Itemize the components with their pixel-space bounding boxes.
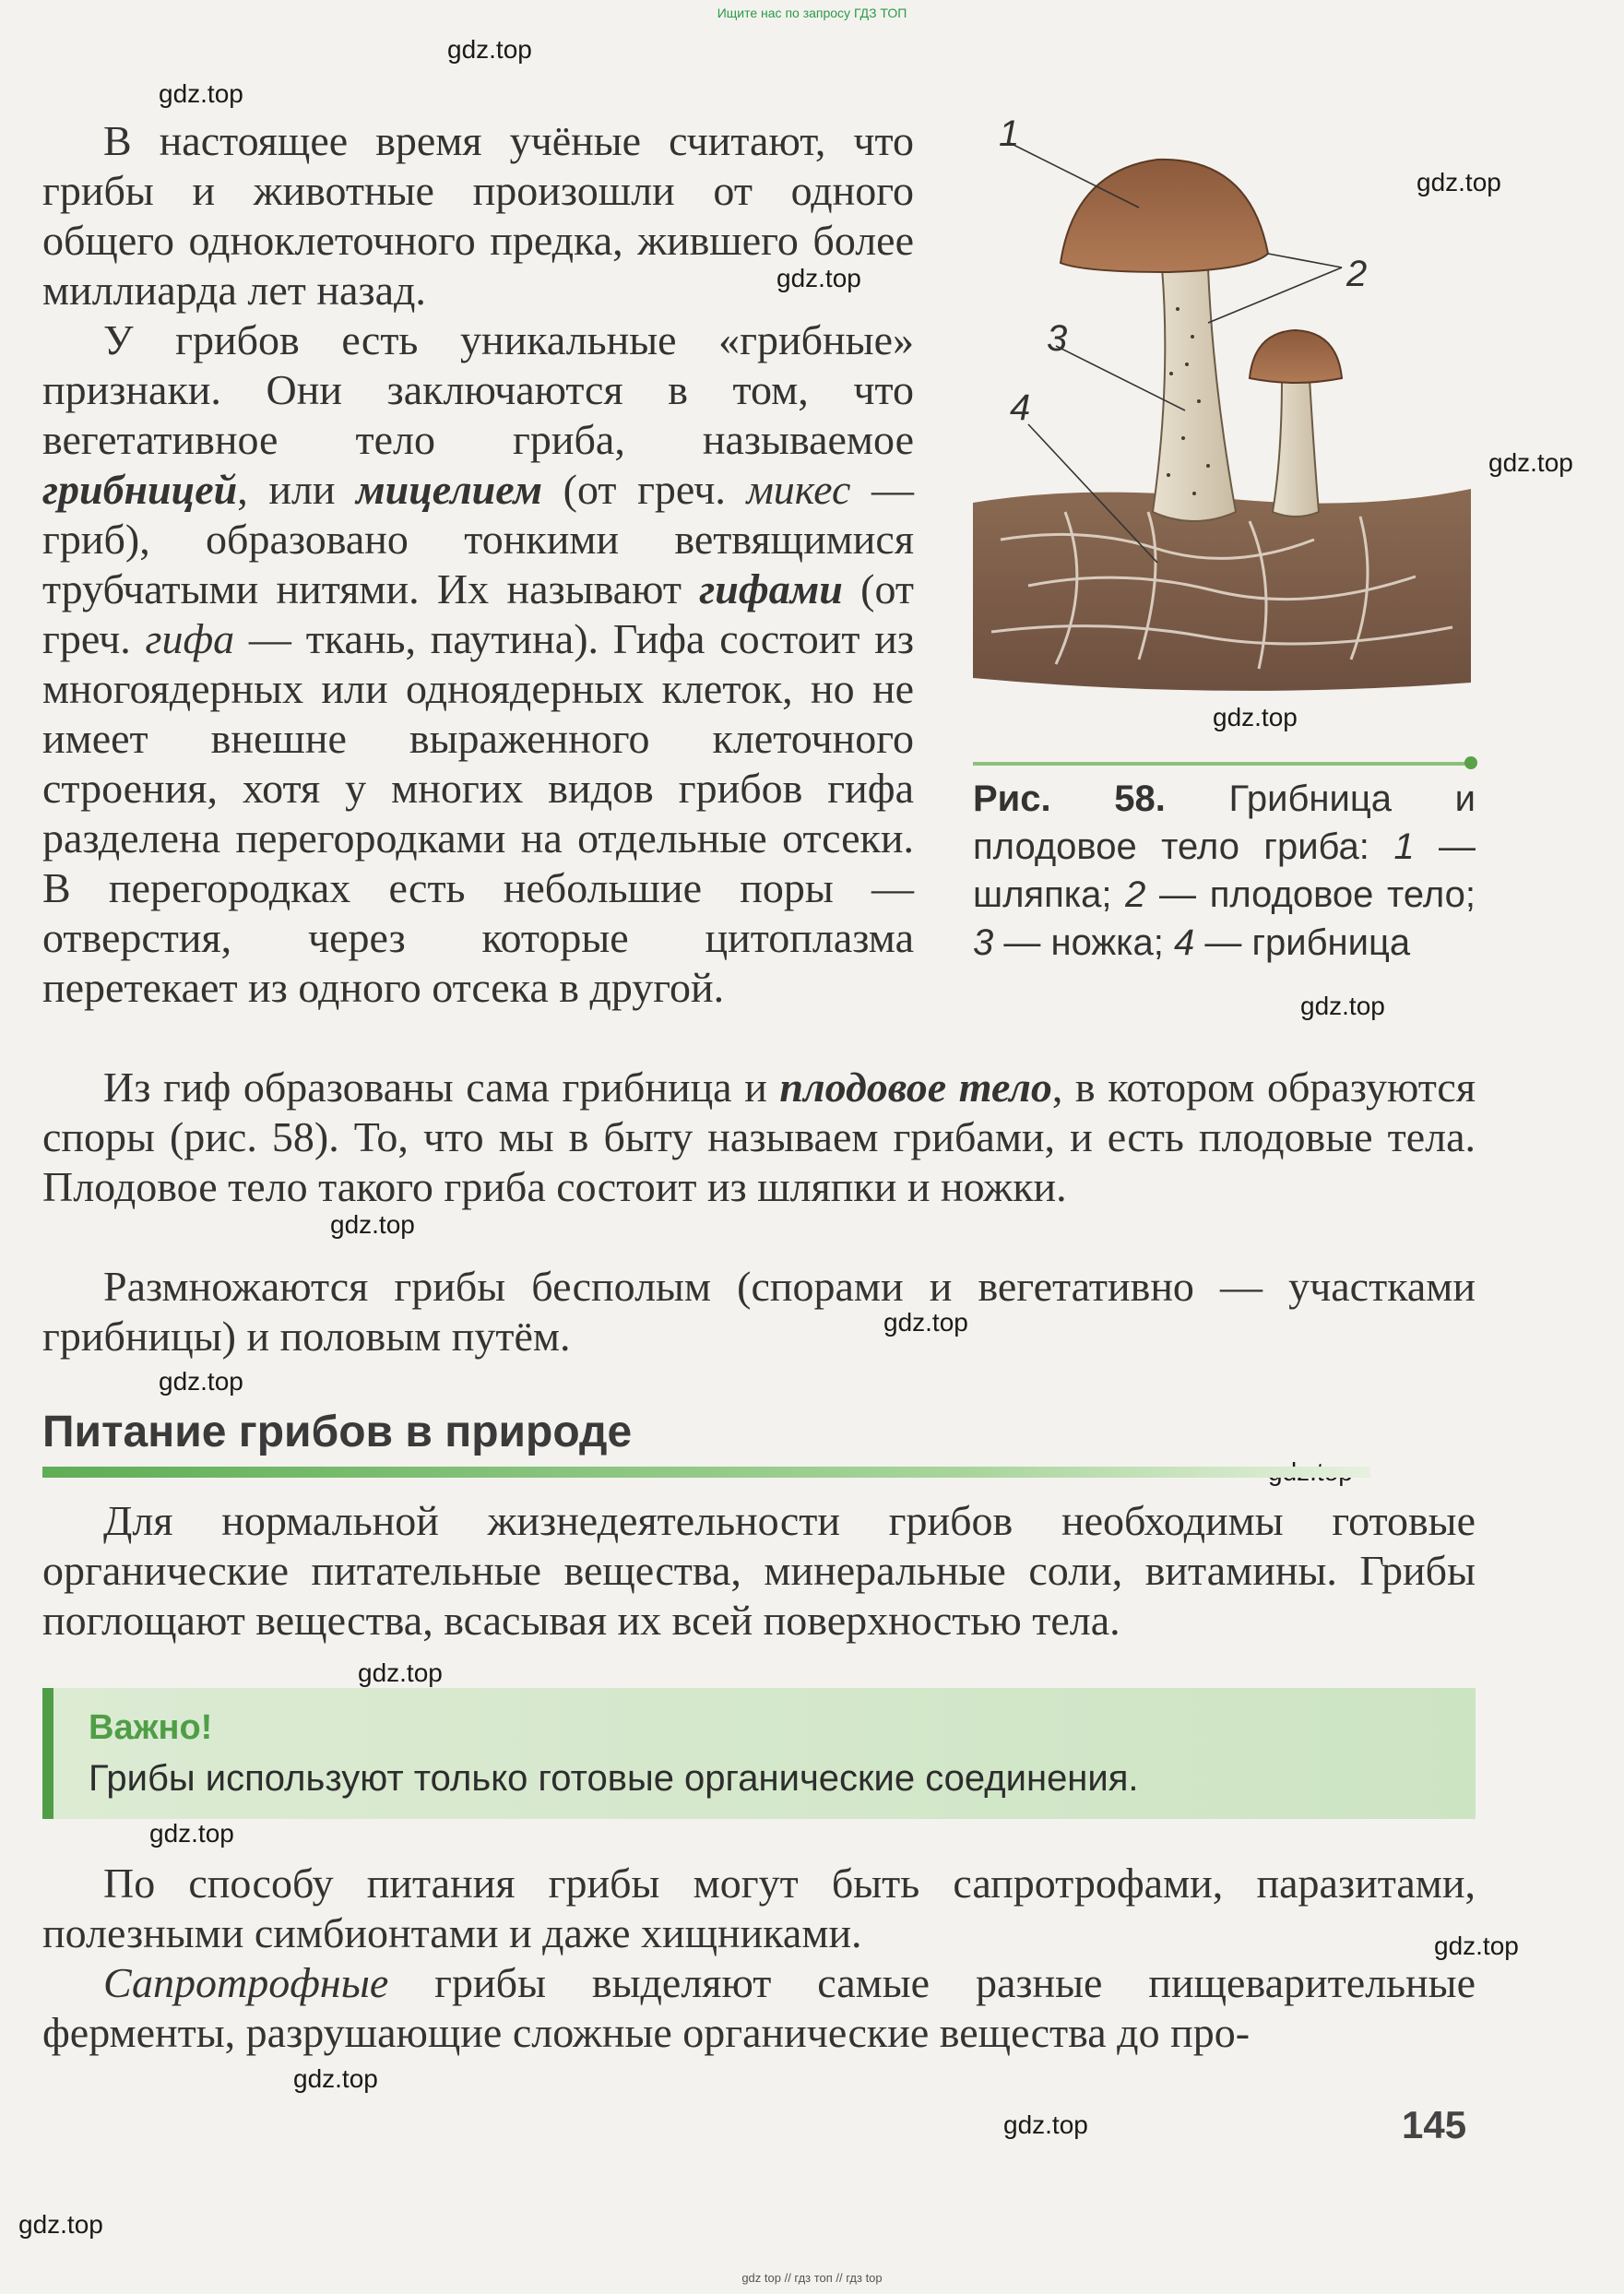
term-gribnitsa: грибницей (42, 466, 238, 513)
watermark: gdz.top (1434, 1931, 1519, 1960)
watermark: gdz.top (1488, 448, 1573, 477)
mushroom-figure (973, 106, 1471, 706)
figure-label-1: 1 (999, 113, 1020, 154)
top-banner: Ищите нас по запросу ГДЗ ТОП (717, 6, 907, 20)
important-stripe (42, 1688, 53, 1819)
paragraph-5: Для нормальной жизнедеятельности грибов необходимы готовые органические питательные вещества, минеральные соли, витамины. Грибы поглощают вещества, всасывая их всей поверхностью тела. (42, 1497, 1476, 1644)
watermark: gdz.top (776, 264, 861, 292)
watermark: gdz.top (447, 35, 532, 64)
watermark: gdz.top (1417, 168, 1501, 196)
paragraph-6: По способу питания грибы могут быть сапротрофами, паразитами, полезными симбионтами и даже хищниками. (42, 1860, 1476, 1956)
watermark: gdz.top (358, 1658, 443, 1687)
watermark: gdz.top (330, 1210, 415, 1239)
term-mycelium: мицелием (356, 466, 543, 513)
figure-label-4: 4 (1010, 387, 1031, 428)
paragraph-2: У грибов есть уникальные «грибные» признаки. Они заключаются в том, что вегетативное тело гриба, называемое грибницей, или мицелием (от греч. микес — гриб), образовано тонкими ветвящимися трубчатыми нитями. Их называют гифами (от греч. гифа — ткань, паутина). Гифа состоит из многоядерных или одноядерных клеток, но не имеет внешне выраженного клеточного строения, хотя у многих видов грибов гифа разделена перегородками на отдельные отсеки. В перегородках есть небольшие поры — отверстия, через которые цитоплазма перетекает из одного отсека в другой. (42, 316, 914, 1011)
paragraph-7: Сапротрофные грибы выделяют самые разные пищеварительные ферменты, разрушающие сложные органические вещества до про- (42, 1959, 1476, 2056)
watermark: gdz.top (18, 2210, 103, 2239)
important-title: Важно! (89, 1708, 213, 1747)
watermark: gdz.top (159, 1367, 243, 1396)
figure-caption: Рис. 58. Грибница и плодовое тело гриба: 1 — шляпка; 2 — плодовое тело; 3 — ножка; 4 — грибница (973, 779, 1476, 963)
term-hyphae: гифами (699, 565, 843, 612)
section-heading: Питание грибов в природе (42, 1408, 633, 1456)
heading-underline (42, 1467, 1370, 1478)
paragraph-4: Размножаются грибы бесполым (спорами и вегетативно — участками грибницы) и половым путём. (42, 1263, 1476, 1360)
watermark: gdz.top (159, 79, 243, 108)
figure-label-2: 2 (1346, 254, 1368, 294)
term-fruit-body: плодовое тело (779, 1064, 1052, 1111)
watermark: gdz.top (1300, 992, 1385, 1020)
watermark: gdz.top (1003, 2110, 1088, 2139)
important-box (42, 1688, 1476, 1819)
page-number: 145 (1402, 2103, 1467, 2146)
mushroom-illustration-icon (973, 106, 1471, 706)
watermark: gdz.top (293, 2064, 378, 2093)
caption-divider (973, 762, 1469, 766)
figure-label-3: 3 (1047, 318, 1068, 359)
caption-divider-dot (1464, 756, 1477, 769)
watermark: gdz.top (149, 1819, 234, 1848)
paragraph-3: Из гиф образованы сама грибница и плодовое тело, в котором образуются споры (рис. 58). То, что мы в быту называем грибами, и есть плодовые тела. Плодовое тело такого гриба состоит из шляпки и ножки. (42, 1064, 1476, 1210)
bottom-banner: gdz top // гдз топ // гдз top (741, 2271, 883, 2285)
important-text: Грибы используют только готовые органические соединения. (89, 1758, 1139, 1799)
term-saprotroph: Сапротрофные (103, 1959, 389, 2006)
watermark: gdz.top (1213, 703, 1298, 731)
watermark: gdz.top (883, 1308, 968, 1337)
paragraph-1: В настоящее время учёные считают, что грибы и животные произошли от одного общего одноклеточного предка, жившего более миллиарда лет назад. (42, 117, 914, 314)
